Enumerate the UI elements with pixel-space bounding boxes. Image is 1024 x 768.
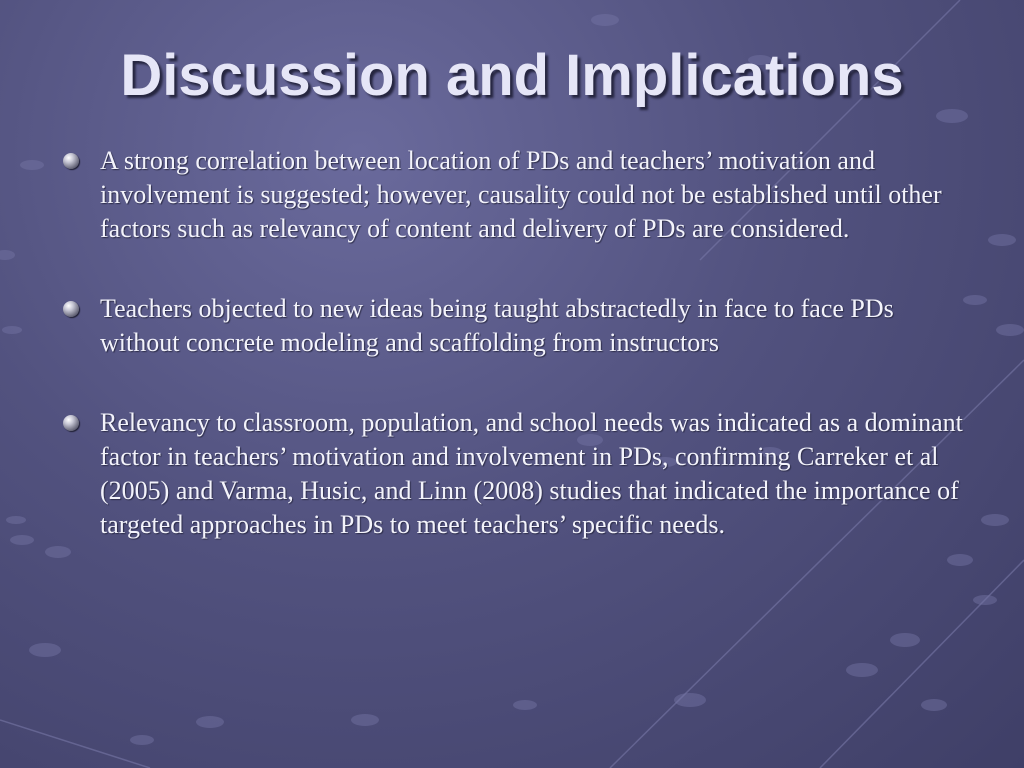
bullet-sphere-icon — [63, 153, 79, 169]
bullet-item-objections — [63, 292, 973, 360]
bullet-item-relevancy — [63, 406, 973, 542]
slide-title: Discussion and Implications — [120, 43, 904, 108]
bullet-text: A strong correlation between location of PDs and teachers’ motivation and involvement is suggested; however, causality could not be established until other factors such as relevancy of content and delivery of PDs are considered. — [100, 146, 942, 243]
bullet-text: Teachers objected to new ideas being taught abstractedly in face to face PDs without concrete modeling and scaffolding from instructors — [100, 294, 894, 357]
bullet-item-correlation — [63, 144, 973, 246]
bullet-list — [63, 144, 973, 542]
bullet-sphere-icon — [63, 415, 79, 431]
bullet-sphere-icon — [63, 301, 79, 317]
bullet-text: Relevancy to classroom, population, and school needs was indicated as a dominant factor in teachers’ motivation and involvement in PDs, confirming Carreker et al (2005) and Varma, Husic, and Linn (2008) studies that indicated the importance of targeted approaches in PDs to meet teachers’ specific needs. — [100, 408, 963, 539]
